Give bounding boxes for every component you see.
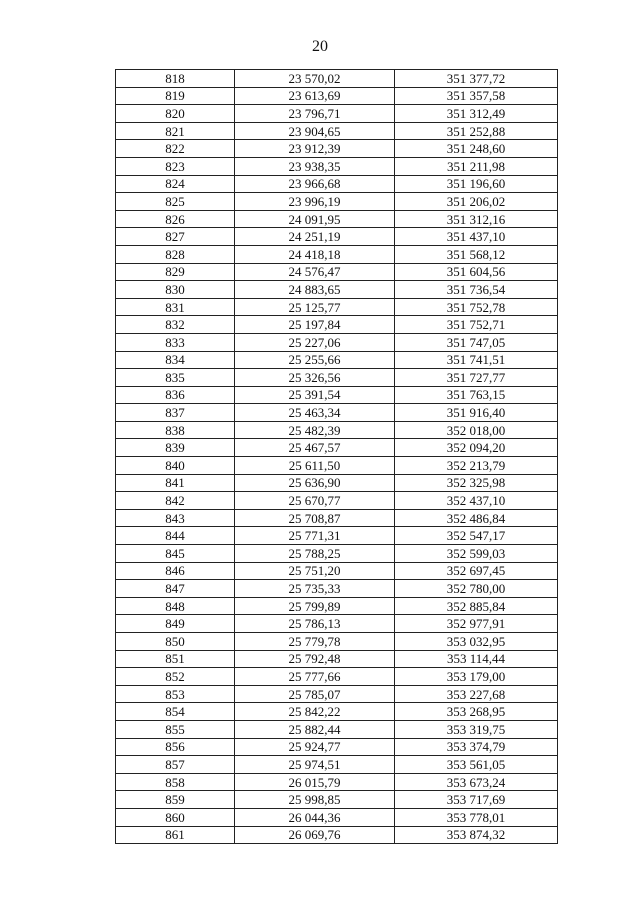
point-number-cell: 854 (116, 703, 235, 721)
y-coordinate-cell: 353 114,44 (395, 650, 558, 668)
point-number-cell: 821 (116, 122, 235, 140)
y-coordinate-cell: 351 196,60 (395, 175, 558, 193)
point-number-cell: 851 (116, 650, 235, 668)
x-coordinate-cell: 25 708,87 (235, 509, 395, 527)
table-row (116, 404, 558, 422)
point-number-cell: 852 (116, 668, 235, 686)
y-coordinate-cell: 353 227,68 (395, 685, 558, 703)
x-coordinate-cell: 25 391,54 (235, 386, 395, 404)
y-coordinate-cell: 353 374,79 (395, 738, 558, 756)
table-row (116, 773, 558, 791)
y-coordinate-cell: 352 547,17 (395, 527, 558, 545)
x-coordinate-cell: 26 015,79 (235, 773, 395, 791)
point-number-cell: 838 (116, 421, 235, 439)
table-row (116, 562, 558, 580)
y-coordinate-cell: 351 357,58 (395, 87, 558, 105)
table-row (116, 492, 558, 510)
y-coordinate-cell: 352 094,20 (395, 439, 558, 457)
x-coordinate-cell: 23 570,02 (235, 70, 395, 88)
table-row (116, 545, 558, 563)
y-coordinate-cell: 351 727,77 (395, 369, 558, 387)
point-number-cell: 841 (116, 474, 235, 492)
point-number-cell: 832 (116, 316, 235, 334)
x-coordinate-cell: 24 576,47 (235, 263, 395, 281)
x-coordinate-cell: 25 779,78 (235, 633, 395, 651)
point-number-cell: 850 (116, 633, 235, 651)
y-coordinate-cell: 351 747,05 (395, 333, 558, 351)
y-coordinate-cell: 352 437,10 (395, 492, 558, 510)
point-number-cell: 830 (116, 281, 235, 299)
table-row (116, 298, 558, 316)
table-row (116, 808, 558, 826)
y-coordinate-cell: 351 916,40 (395, 404, 558, 422)
point-number-cell: 839 (116, 439, 235, 457)
x-coordinate-cell: 25 786,13 (235, 615, 395, 633)
point-number-cell: 860 (116, 808, 235, 826)
y-coordinate-cell: 351 763,15 (395, 386, 558, 404)
table-row (116, 615, 558, 633)
point-number-cell: 834 (116, 351, 235, 369)
point-number-cell: 836 (116, 386, 235, 404)
table-row (116, 650, 558, 668)
point-number-cell: 857 (116, 756, 235, 774)
x-coordinate-cell: 24 251,19 (235, 228, 395, 246)
table-row (116, 457, 558, 475)
y-coordinate-cell: 353 874,32 (395, 826, 558, 844)
x-coordinate-cell: 25 125,77 (235, 298, 395, 316)
coordinates-table (115, 69, 558, 844)
x-coordinate-cell: 26 044,36 (235, 808, 395, 826)
point-number-cell: 843 (116, 509, 235, 527)
x-coordinate-cell: 25 197,84 (235, 316, 395, 334)
point-number-cell: 826 (116, 210, 235, 228)
y-coordinate-cell: 352 325,98 (395, 474, 558, 492)
point-number-cell: 847 (116, 580, 235, 598)
y-coordinate-cell: 353 717,69 (395, 791, 558, 809)
x-coordinate-cell: 25 751,20 (235, 562, 395, 580)
y-coordinate-cell: 351 248,60 (395, 140, 558, 158)
table-row (116, 421, 558, 439)
point-number-cell: 849 (116, 615, 235, 633)
point-number-cell: 858 (116, 773, 235, 791)
x-coordinate-cell: 24 883,65 (235, 281, 395, 299)
y-coordinate-cell: 352 486,84 (395, 509, 558, 527)
y-coordinate-cell: 353 673,24 (395, 773, 558, 791)
point-number-cell: 824 (116, 175, 235, 193)
table-row (116, 791, 558, 809)
point-number-cell: 819 (116, 87, 235, 105)
table-row (116, 210, 558, 228)
y-coordinate-cell: 352 213,79 (395, 457, 558, 475)
point-number-cell: 856 (116, 738, 235, 756)
y-coordinate-cell: 352 885,84 (395, 597, 558, 615)
y-coordinate-cell: 351 604,56 (395, 263, 558, 281)
table-row (116, 369, 558, 387)
x-coordinate-cell: 23 613,69 (235, 87, 395, 105)
x-coordinate-cell: 25 788,25 (235, 545, 395, 563)
y-coordinate-cell: 351 211,98 (395, 157, 558, 175)
x-coordinate-cell: 25 611,50 (235, 457, 395, 475)
table-row (116, 527, 558, 545)
y-coordinate-cell: 353 561,05 (395, 756, 558, 774)
table-row (116, 474, 558, 492)
point-number-cell: 844 (116, 527, 235, 545)
y-coordinate-cell: 352 977,91 (395, 615, 558, 633)
table-row (116, 70, 558, 88)
table-row (116, 633, 558, 651)
point-number-cell: 835 (116, 369, 235, 387)
table-row (116, 157, 558, 175)
table-row (116, 703, 558, 721)
x-coordinate-cell: 23 996,19 (235, 193, 395, 211)
table-row (116, 738, 558, 756)
x-coordinate-cell: 25 924,77 (235, 738, 395, 756)
coordinates-table-body (116, 70, 558, 844)
table-row (116, 720, 558, 738)
x-coordinate-cell: 23 796,71 (235, 105, 395, 123)
table-row (116, 580, 558, 598)
table-row (116, 333, 558, 351)
x-coordinate-cell: 25 998,85 (235, 791, 395, 809)
x-coordinate-cell: 25 467,57 (235, 439, 395, 457)
x-coordinate-cell: 25 670,77 (235, 492, 395, 510)
point-number-cell: 846 (116, 562, 235, 580)
table-row (116, 685, 558, 703)
y-coordinate-cell: 351 752,71 (395, 316, 558, 334)
point-number-cell: 842 (116, 492, 235, 510)
point-number-cell: 828 (116, 245, 235, 263)
x-coordinate-cell: 25 735,33 (235, 580, 395, 598)
table-row (116, 281, 558, 299)
table-row (116, 509, 558, 527)
table-row (116, 228, 558, 246)
point-number-cell: 827 (116, 228, 235, 246)
x-coordinate-cell: 25 771,31 (235, 527, 395, 545)
y-coordinate-cell: 351 312,16 (395, 210, 558, 228)
y-coordinate-cell: 352 697,45 (395, 562, 558, 580)
y-coordinate-cell: 351 377,72 (395, 70, 558, 88)
x-coordinate-cell: 25 777,66 (235, 668, 395, 686)
y-coordinate-cell: 351 206,02 (395, 193, 558, 211)
x-coordinate-cell: 25 799,89 (235, 597, 395, 615)
table-row (116, 668, 558, 686)
table-row (116, 597, 558, 615)
x-coordinate-cell: 25 842,22 (235, 703, 395, 721)
x-coordinate-cell: 23 938,35 (235, 157, 395, 175)
x-coordinate-cell: 24 091,95 (235, 210, 395, 228)
table-row (116, 175, 558, 193)
y-coordinate-cell: 352 780,00 (395, 580, 558, 598)
y-coordinate-cell: 353 268,95 (395, 703, 558, 721)
point-number-cell: 853 (116, 685, 235, 703)
x-coordinate-cell: 25 785,07 (235, 685, 395, 703)
table-row (116, 263, 558, 281)
point-number-cell: 859 (116, 791, 235, 809)
point-number-cell: 833 (116, 333, 235, 351)
point-number-cell: 823 (116, 157, 235, 175)
point-number-cell: 825 (116, 193, 235, 211)
table-row (116, 105, 558, 123)
y-coordinate-cell: 351 741,51 (395, 351, 558, 369)
table-row (116, 826, 558, 844)
x-coordinate-cell: 25 482,39 (235, 421, 395, 439)
y-coordinate-cell: 351 736,54 (395, 281, 558, 299)
y-coordinate-cell: 352 018,00 (395, 421, 558, 439)
y-coordinate-cell: 351 752,78 (395, 298, 558, 316)
y-coordinate-cell: 352 599,03 (395, 545, 558, 563)
point-number-cell: 829 (116, 263, 235, 281)
point-number-cell: 837 (116, 404, 235, 422)
table-row (116, 245, 558, 263)
page-number: 20 (312, 38, 328, 55)
table-row (116, 193, 558, 211)
x-coordinate-cell: 25 974,51 (235, 756, 395, 774)
y-coordinate-cell: 351 252,88 (395, 122, 558, 140)
x-coordinate-cell: 26 069,76 (235, 826, 395, 844)
point-number-cell: 861 (116, 826, 235, 844)
y-coordinate-cell: 351 437,10 (395, 228, 558, 246)
x-coordinate-cell: 25 255,66 (235, 351, 395, 369)
point-number-cell: 855 (116, 720, 235, 738)
y-coordinate-cell: 353 179,00 (395, 668, 558, 686)
table-row (116, 439, 558, 457)
table-row (116, 386, 558, 404)
point-number-cell: 820 (116, 105, 235, 123)
x-coordinate-cell: 24 418,18 (235, 245, 395, 263)
x-coordinate-cell: 25 792,48 (235, 650, 395, 668)
y-coordinate-cell: 353 778,01 (395, 808, 558, 826)
y-coordinate-cell: 351 568,12 (395, 245, 558, 263)
point-number-cell: 818 (116, 70, 235, 88)
y-coordinate-cell: 351 312,49 (395, 105, 558, 123)
x-coordinate-cell: 23 912,39 (235, 140, 395, 158)
table-row (116, 351, 558, 369)
table-row (116, 140, 558, 158)
y-coordinate-cell: 353 032,95 (395, 633, 558, 651)
point-number-cell: 840 (116, 457, 235, 475)
x-coordinate-cell: 25 227,06 (235, 333, 395, 351)
table-row (116, 87, 558, 105)
y-coordinate-cell: 353 319,75 (395, 720, 558, 738)
table-row (116, 756, 558, 774)
x-coordinate-cell: 25 463,34 (235, 404, 395, 422)
point-number-cell: 848 (116, 597, 235, 615)
point-number-cell: 822 (116, 140, 235, 158)
table-row (116, 316, 558, 334)
x-coordinate-cell: 23 904,65 (235, 122, 395, 140)
x-coordinate-cell: 23 966,68 (235, 175, 395, 193)
point-number-cell: 831 (116, 298, 235, 316)
x-coordinate-cell: 25 326,56 (235, 369, 395, 387)
point-number-cell: 845 (116, 545, 235, 563)
x-coordinate-cell: 25 882,44 (235, 720, 395, 738)
table-row (116, 122, 558, 140)
x-coordinate-cell: 25 636,90 (235, 474, 395, 492)
